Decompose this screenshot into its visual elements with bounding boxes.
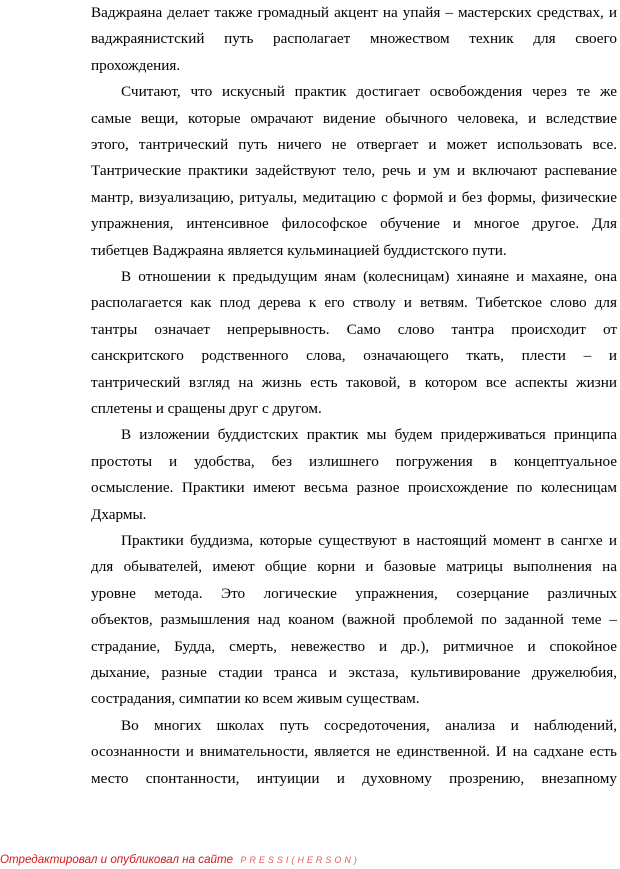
text-line: осознанности и внимательности, является не единственной. И на садхане есть xyxy=(91,743,617,761)
text-line: Ваджраяна делает также громадный акцент на упайя – мастерских средствах, и xyxy=(91,4,617,21)
text-line: тибетцев Ваджраяна является кульминацией буддистского пути. xyxy=(91,241,507,259)
text-line: самые вещи, которые омрачают видение обычного человека, и вследствие xyxy=(91,109,617,127)
text-line: Практики буддизма, которые существуют в настоящий момент в сангхе и xyxy=(121,532,617,549)
text-line: располагается как плод дерева к его стволу и ветвям. Тибетское слово для xyxy=(91,294,617,312)
text-line: дыхание, разные стадии транса и экстаза, культивирование дружелюбия, xyxy=(91,664,617,681)
text-line: для обывателей, имеют общие корни и базовые матрицы выполнения на xyxy=(91,558,617,576)
text-line: санскритского родственного слова, означающего ткать, плести – и xyxy=(91,347,617,365)
text-line: простоты и удобства, без излишнего погружения в концептуальное xyxy=(91,452,617,470)
text-line: этого, тантрический путь ничего не отвергает и может использовать все. xyxy=(91,136,617,153)
text-line: ваджраянистский путь располагает множеством техник для своего xyxy=(91,30,617,48)
text-line: осмысление. Практики имеют весьма разное происхождение по колесницам xyxy=(91,479,617,497)
text-line: В изложении буддистских практик мы будем придерживаться принципа xyxy=(121,426,617,444)
text-line: мантр, визуализацию, ритуалы, медитацию с формой и без формы, физические xyxy=(91,188,617,206)
footer-brand: PRESSI(HERSON) xyxy=(240,855,360,865)
footer-credit xyxy=(0,852,360,868)
text-line: тантрический взгляд на жизнь есть таковой, в котором все аспекты жизни xyxy=(91,373,617,391)
text-line: сострадания, симпатии ко всем живым существам. xyxy=(91,690,420,708)
text-line: Дхармы. xyxy=(91,505,147,523)
text-line: Считают, что искусный практик достигает освобождения через те же xyxy=(121,83,617,101)
text-line: уровне метода. Это логические упражнения, созерцание различных xyxy=(91,584,617,602)
text-line: Тантрические практики задействуют тело, речь и ум и включают распевание xyxy=(91,162,617,180)
text-line: страдание, Будда, смерть, невежество и др.), ритмичное и спокойное xyxy=(91,637,617,655)
text-line: Во многих школах путь сосредоточения, анализа и наблюдений, xyxy=(121,716,617,734)
text-line: упражнения, интенсивное философское обучение и многое другое. Для xyxy=(91,215,617,233)
text-line: место спонтанности, интуиции и духовному прозрению, внезапному xyxy=(91,769,617,787)
text-line: тантры означает непрерывность. Само слово тантра происходит от xyxy=(91,320,617,338)
text-line: объектов, размышления над коаном (важной проблемой по заданной теме – xyxy=(91,611,617,629)
text-line: В отношении к предыдущим янам (колесницам) хинаяне и махаяне, она xyxy=(121,268,617,285)
footer-text: Отредактировал и опубликовал на сайте xyxy=(0,853,234,866)
text-line: сплетены и сращены друг с другом. xyxy=(91,400,322,417)
text-line: прохождения. xyxy=(91,56,181,74)
